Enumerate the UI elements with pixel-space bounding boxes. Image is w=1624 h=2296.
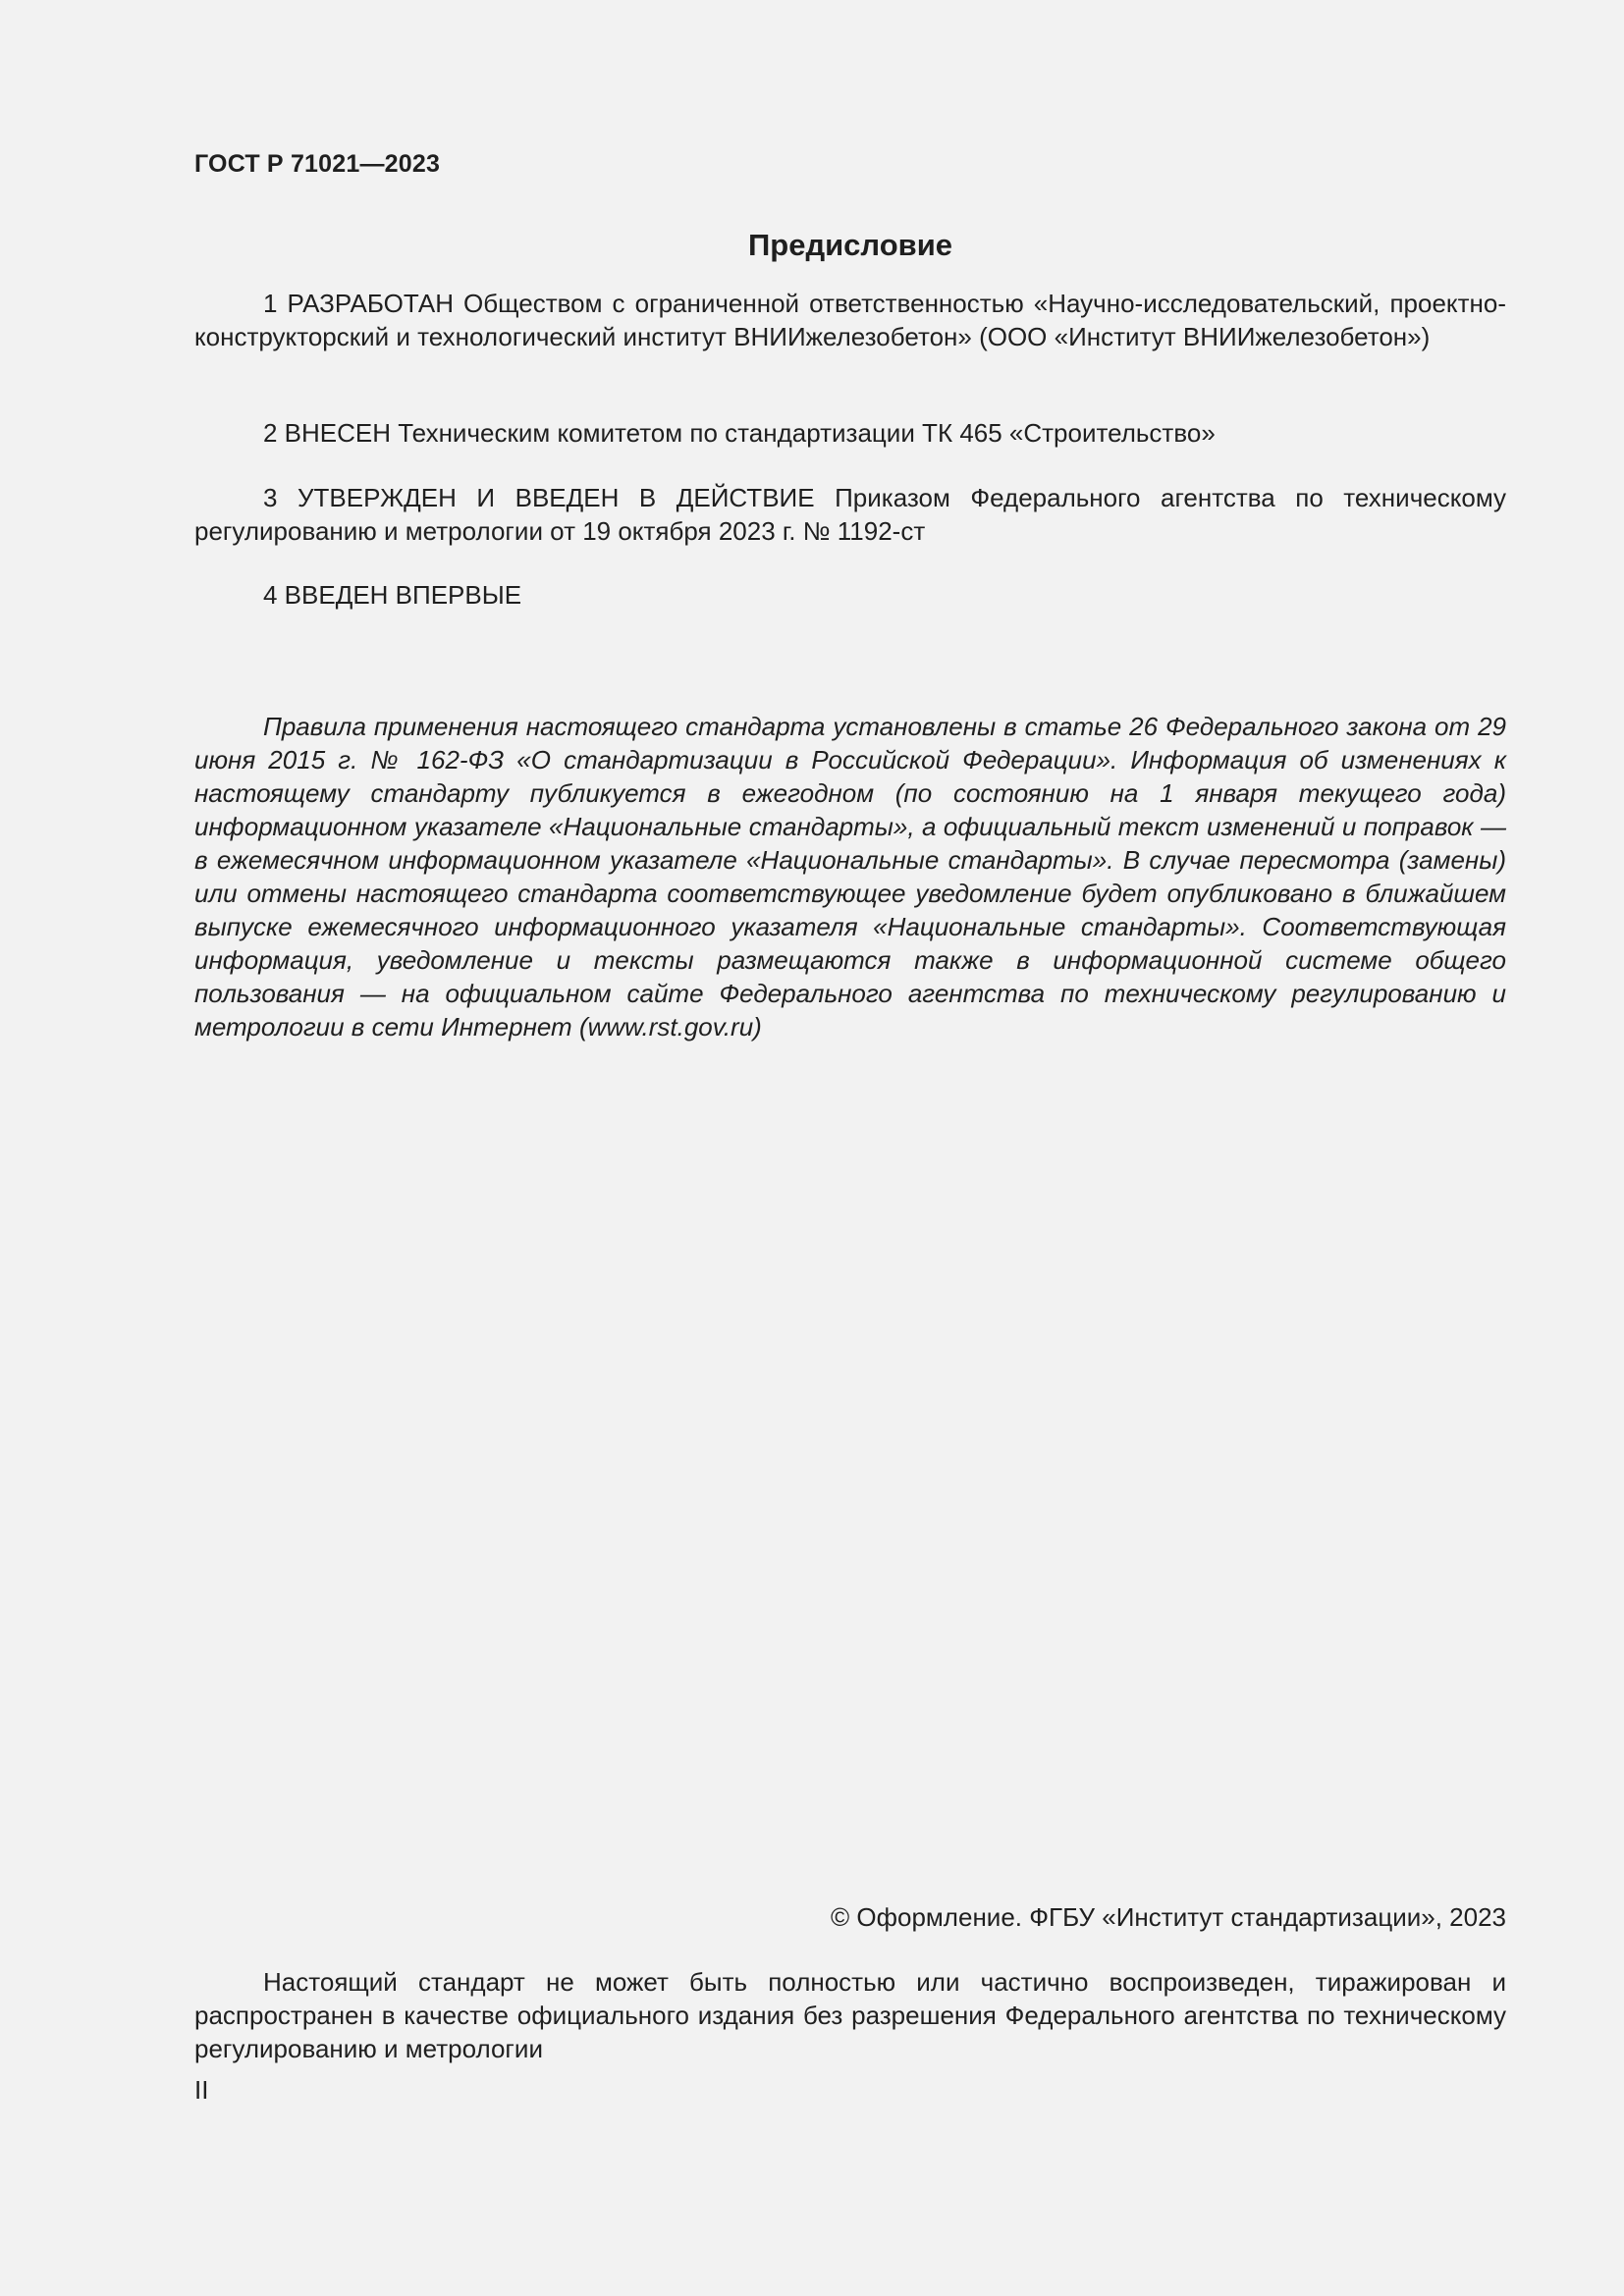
foreword-item-2: 2 ВНЕСЕН Техническим комитетом по стандартизации ТК 465 «Строительство» [263,418,1216,448]
document-page [194,0,1506,2296]
standard-id-header: ГОСТ Р 71021—2023 [194,150,441,178]
foreword-item-4: 4 ВВЕДЕН ВПЕРВЫЕ [263,580,522,610]
foreword-item-1: 1 РАЗРАБОТАН Обществом с ограниченной ответственностью «Научно-исследовательский, проектно-конструкторский и технологический институт ВНИИжелезобетон» (ООО «Институт ВНИИжелезобетон») [194,289,1506,351]
copyright-line: © Оформление. ФГБУ «Институт стандартизации», 2023 [831,1902,1506,1932]
page-title: Предисловие [747,228,952,262]
reproduction-rights-notice: Настоящий стандарт не может быть полностью или частично воспроизведен, тиражирован и распространен в качестве официального издания без разрешения Федерального агентства по техническому регулированию и метрологии [194,1967,1506,2063]
page-number: II [194,2075,209,2105]
application-rules-notice: Правила применения настоящего стандарта установлены в статье 26 Федерального закона от 29 июня 2015 г. № 162-ФЗ «О стандартизации в Российской Федерации». Информация об изменениях к настоящему стандарту публикуется в ежегодном (по состоянию на 1 января текущего года) информационном указателе «Национальные стандарты», а официальный текст изменений и поправок — в ежемесячном информационном указателе «Национальные стандарты». В случае пересмотра (замены) или отмены настоящего стандарта соответствующее уведомление будет опубликовано в ближайшем выпуске ежемесячного информационного указателя «Национальные стандарты». Соответствующая информация, уведомление и тексты размещаются также в информационной системе общего пользования — на официальном сайте Федерального агентства по техническому регулированию и метрологии в сети Интернет (www.rst.gov.ru) [194,712,1506,1041]
foreword-item-3: 3 УТВЕРЖДЕН И ВВЕДЕН В ДЕЙСТВИЕ Приказом Федерального агентства по техническому регулированию и метрологии от 19 октября 2023 г. № 1192-ст [194,483,1506,546]
